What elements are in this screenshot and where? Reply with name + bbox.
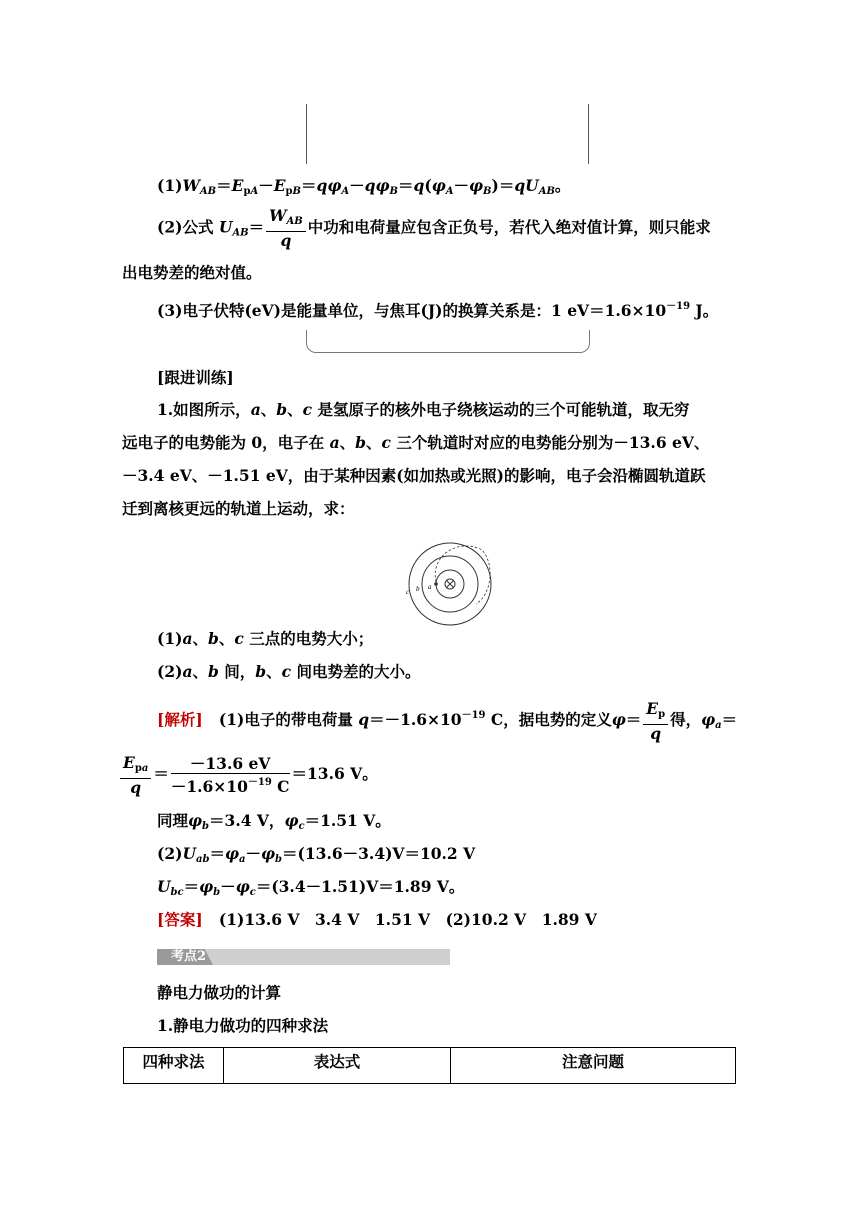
ellipse-transition-path: [435, 546, 490, 604]
analysis-tag: [解析]: [157, 710, 203, 729]
note-2-line1: (2)公式 $U_{AB}=$ $\frac{W_{AB}}{q}$ 中功和电荷量应包含正负号，若代入绝对值计算，则只能求: [157, 206, 711, 250]
same-reason-line: 同理$\varphi_b=3.4$ V，$\varphi_c=1.51$ V。: [157, 811, 391, 832]
problem-line-1: 1.如图所示，a、b、c 是氢原子的核外电子绕核运动的三个可能轨道，取无穷: [157, 400, 690, 419]
wab-over-q-fraction: $\frac{W_{AB}}{q}$: [266, 207, 306, 250]
label-b: b: [416, 585, 420, 593]
table-header-row: [124, 1048, 736, 1084]
note-2-suffix: 中功和电荷量应包含正负号，若代入绝对值计算，则只能求: [307, 217, 711, 237]
note-2-prefix: (2)公式: [157, 217, 219, 237]
kaodian-label: 考点2: [171, 949, 207, 964]
note-2-line2: 出电势差的绝对值。: [122, 263, 262, 282]
work-formula-line: $(1)W_{AB}=E_{pA}-E_{pB}=q\varphi_A-q\varphi_B=q(\varphi_A-\varphi_B)=qU_{AB}$。: [157, 176, 571, 197]
table-header-notes: 注意问题: [451, 1048, 736, 1084]
section-title: 静电力做功的计算: [157, 983, 282, 1002]
orbit-diagram: [400, 534, 500, 634]
electron-dot: [434, 582, 438, 586]
frame-right-line: [588, 104, 589, 164]
problem-line-2: 远电子的电势能为 0，电子在 a、b、c 三个轨道时对应的电势能分别为－13.6 eV、: [122, 433, 710, 452]
answer-tag: [答案]: [157, 910, 203, 929]
table-header-expression: 表达式: [224, 1048, 451, 1084]
frame-left-line: [306, 104, 307, 164]
answer-text: (1)13.6 V 3.4 V 1.51 V (2)10.2 V 1.89 V: [218, 910, 597, 929]
ep-over-q-fraction: $\frac{E_p}{q}$: [643, 700, 668, 743]
ubc-line: $U_{bc}=\varphi_b-\varphi_c=(3.4-1.51)V=1.89$ V。: [157, 877, 465, 898]
question-2: (2)a、b 间，b、c 间电势差的大小。: [157, 662, 421, 681]
uab-line: $(2)U_{ab}=\varphi_a-\varphi_b=(13.6-3.4)V=10.2$ V: [157, 844, 476, 865]
answer-line: [157, 909, 597, 931]
frame-bottom-bracket: [306, 330, 590, 353]
calc-numerator: －13.6 eV: [171, 755, 290, 774]
table-header-method: 四种求法: [124, 1048, 224, 1084]
label-a: a: [428, 583, 432, 591]
problem-line-4: 迁到离核更远的轨道上运动，求：: [122, 499, 355, 518]
epa-over-q-fraction: $\frac{E_{pa}}{q}$: [120, 754, 151, 797]
question-1: (1)a、b、c 三点的电势大小；: [157, 629, 374, 648]
practice-heading: [跟进训练]: [157, 368, 234, 387]
analysis-line-1: [解析] (1)电子的带电荷量 $q=-1.6\times 10^{-19}$ C，据电势的定义φ＝ $\frac{E_p}{q}$ 得，$\varphi_a=$: [157, 698, 738, 743]
subsection-title: 1.静电力做功的四种求法: [157, 1016, 329, 1035]
calc-fraction: $\frac{-13.6 eV}{-1.6\times 10^{-19} C}$: [170, 753, 290, 796]
calc-result: ＝13.6 V。: [291, 764, 378, 783]
methods-table: [123, 1047, 736, 1084]
analysis-calc-line: $\frac{E_{pa}}{q}$ ＝ $\frac{-13.6 eV}{-1.6\times 10^{-19} C}$ ＝13.6 V。: [118, 752, 378, 797]
kaodian-bar: [157, 949, 450, 965]
note-3-line: (3)电子伏特(eV)是能量单位，与焦耳(J)的换算关系是：1 $eV=1.6\times 10^{-19}$ J。: [157, 301, 719, 320]
problem-line-3: －3.4 eV、－1.51 eV，由于某种因素(如加热或光照)的影响，电子会沿椭圆轨道跃: [122, 466, 706, 485]
label-c: c: [406, 588, 410, 596]
